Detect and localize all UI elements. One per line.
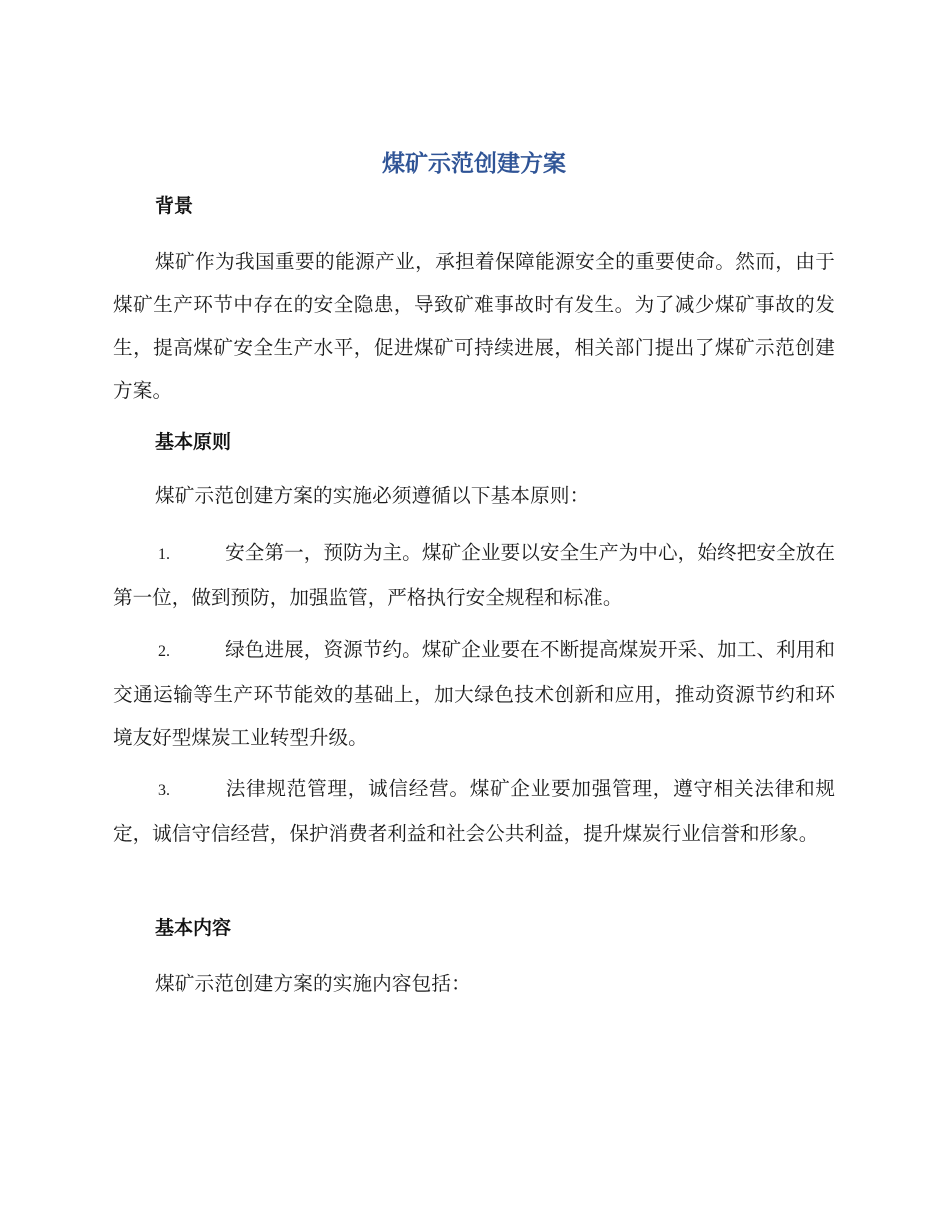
principle-item-2 — [113, 628, 835, 759]
principle-item-3 — [113, 767, 835, 855]
list-item-text: 绿色进展，资源节约。煤矿企业要在不断提高煤炭开采、加工、利用和交通运输等生产环节能效的基础上，加大绿色技术创新和应用，推动资源节约和环境友好型煤炭工业转型升级。 — [113, 638, 835, 749]
section-heading-content: 基本内容 — [155, 917, 232, 939]
section-heading-principles: 基本原则 — [155, 431, 232, 453]
principles-intro: 煤矿示范创建方案的实施必须遵循以下基本原则： — [155, 484, 590, 507]
section-heading-background: 背景 — [155, 195, 194, 217]
list-number: 3. — [158, 782, 170, 799]
content-intro: 煤矿示范创建方案的实施内容包括： — [155, 972, 471, 995]
list-number: 2. — [158, 643, 170, 660]
list-item-text: 法律规范管理，诚信经营。煤矿企业要加强管理，遵守相关法律和规定，诚信守信经营，保护消费者利益和社会公共利益，提升煤炭行业信誉和形象。 — [113, 777, 835, 845]
list-number: 1. — [158, 546, 170, 563]
list-item-text: 安全第一，预防为主。煤矿企业要以安全生产为中心，始终把安全放在第一位，做到预防，加强监管，严格执行安全规程和标准。 — [113, 541, 835, 609]
background-paragraph: 煤矿作为我国重要的能源产业，承担着保障能源安全的重要使命。然而，由于煤矿生产环节中存在的安全隐患，导致矿难事故时有发生。为了减少煤矿事故的发生，提高煤矿安全生产水平，促进煤矿可持续进展，相关部门提出了煤矿示范创建方案。 — [113, 250, 835, 402]
principle-item-1 — [113, 531, 835, 619]
document-title: 煤矿示范创建方案 — [382, 151, 566, 177]
